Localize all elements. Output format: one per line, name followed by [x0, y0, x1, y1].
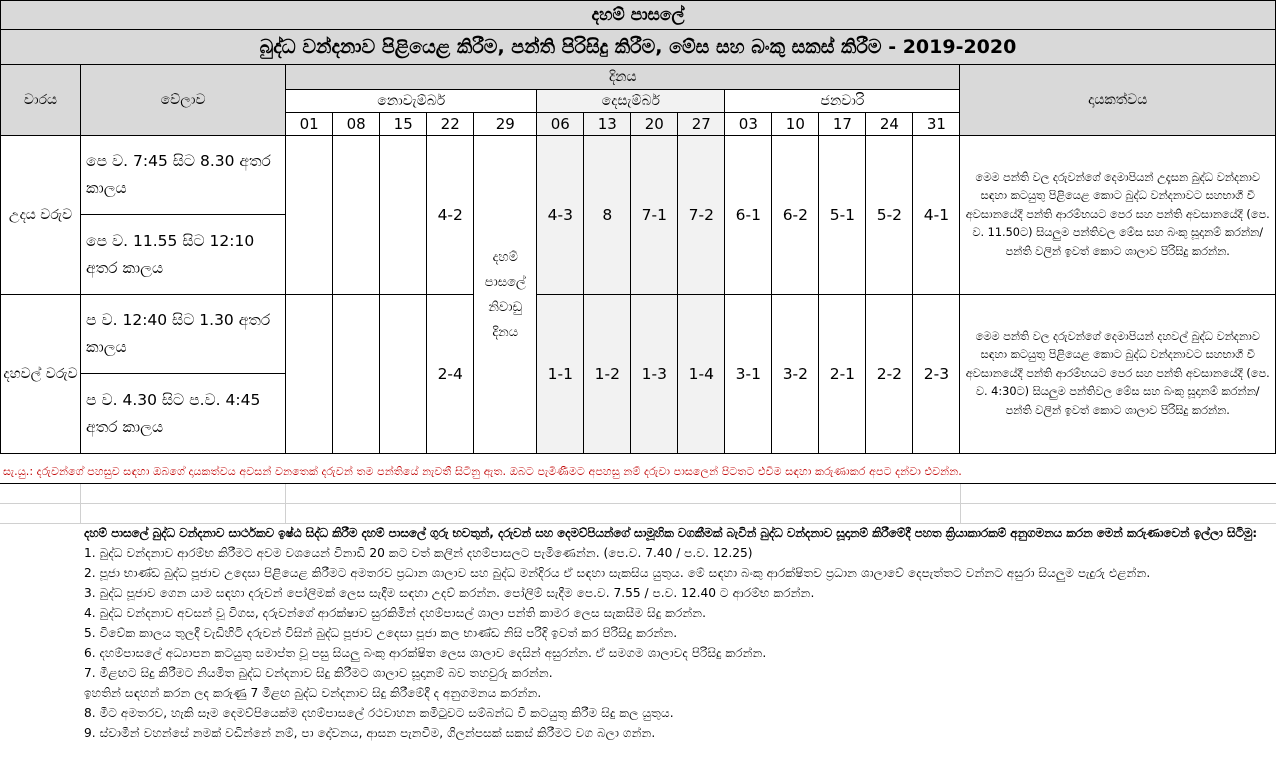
instruction-item: 7. මීළඟට සිදු කිරීමට නියමිත බුද්ධ වන්දනාව සිදු කිරීමට ශාලාව සූදානම් බව තහවුරු කරන්න. [84, 666, 553, 680]
instruction-item: 6. දහම්පාසලේ අධ්‍යාපන කටයුතු සමාප්ත වූ පසු සියලු බංකු ආරක්ෂිත ලෙස ශාලාව දෙසින් අසුරන්න. ඒ සමගම ශාලාවද පිරිසිදු කරන්න. [84, 646, 767, 660]
empty-cell [286, 295, 333, 454]
instruction-item: 9. ස්වාමීන් වහන්සේ නමක් වඩින්නේ නම්, පා දෝවනය, ආසන පැනවීම, ගිලන්පසක් සකස් කිරීමට වග බලා ගන්න. [84, 726, 656, 740]
class-code: 1-2 [584, 295, 631, 454]
class-code: 8 [584, 136, 631, 295]
day-cell: 20 [631, 113, 678, 136]
responsibility-header: දායකත්වය [960, 65, 1276, 136]
instruction-item: 2. පූජා භාණ්ඩ බුද්ධ පූජාව උදෙසා පිළියෙළ කිරීමට අමතරව ප්‍රධාන ශාලාව සහ බුද්ධ මන්දිරය ඒ සඳහා සැකසිය යුතුය. මේ සඳහා බංකු ආරක්ෂිතව ප්‍රධාන ශාලාවේ දෙපැත්තට වන්නට අසුරා සියලුම පැදුරු එළන්න. [84, 566, 1151, 580]
class-code: 2-4 [427, 295, 474, 454]
note-text: සැ.යු.: දරුවන්ගේ පහසුව සඳහා ඔබගේ දායකත්වය අවසන් වනතෙක් දරුවන් තම පන්තියේ නැවතී සිටිනු ඇත. ඔබට පැමිණීමට අපහසු නම් දරුවා පාසලෙන් පිටතට එවීම සඳහා කරුණාකර අපට දන්වා එවන්න. [0, 462, 1276, 484]
day-cell: 27 [678, 113, 725, 136]
grid-line [80, 484, 81, 524]
instruction-item: ඉහතින් සඳහන් කරන ලද කරුණු 7 මීළඟ බුද්ධ වන්දනාව සිදු කිරීමේදී ද අනුගමනය කරන්න. [84, 686, 542, 700]
day-cell: 17 [819, 113, 866, 136]
morning-time-1: පෙ ව. 7:45 සිට 8.30 අතර කාලය [81, 136, 286, 215]
grid-line [0, 503, 1276, 504]
page-subtitle: බුද්ධ වන්දනාව පිළියෙළ කිරීම, පන්ති පිරිසිදු කිරීම, මේස සහ බංකු සකස් කිරීම - 2019-2020 [1, 30, 1276, 65]
afternoon-responsibility: මෙම පන්ති වල දරුවන්ගේ දෙමාපියන් දහවල් බුද්ධ වන්දනාව සඳහා කටයුතු පිළියෙළ කොට බුද්ධ වන්දනාවට සහභාගී වී අවසානයේදී පන්ති ආරම්භයට පෙර සහ පන්ති අවසානයේදී (පෙ. ව. 4:30ට) සියලුම පන්තිවල මේස සහ බංකු සූදානම් කරන්න/පන්ති වලින් ඉවත් කොට ශාලාව පිරිසිදු කරන්න. [960, 295, 1276, 454]
class-code: 2-2 [866, 295, 913, 454]
holiday-cell: දහම් පාසලේ නිවාඩු දිනය [474, 136, 537, 454]
afternoon-time-1: ප ව. 12:40 සිට 1.30 අතර කාලය [81, 295, 286, 374]
class-code: 3-2 [772, 295, 819, 454]
day-cell: 24 [866, 113, 913, 136]
class-code: 5-2 [866, 136, 913, 295]
date-header: දිනය [286, 65, 960, 90]
class-code: 2-3 [913, 295, 960, 454]
month-january: ජනවාරි [725, 90, 960, 113]
grid-line [960, 484, 961, 524]
instruction-item: 8. මීට අමතරව, හැකි සෑම දෙමව්පියෙක්ම දහම්පාසලේ රථවාහන කමිටුවට සම්බන්ධ වී කටයුතු කිරීම සිදු කල යුතුය. [84, 706, 674, 720]
class-code: 1-3 [631, 295, 678, 454]
instruction-item: 4. බුද්ධ වන්දනාව අවසන් වූ විගස, දරුවන්ගේ ආරක්ෂාව සුරකිමින් දහම්පාසල් ශාලා පන්ති කාමර ලෙස සැකසීම සිදු කරන්න. [84, 606, 707, 620]
day-cell: 01 [286, 113, 333, 136]
afternoon-shift-label: දහවල් වරුව [1, 295, 81, 454]
page-title: දහම් පාසලේ [1, 1, 1276, 30]
class-code: 7-2 [678, 136, 725, 295]
instructions-intro: දහම් පාසලේ බුද්ධ වන්දනාව සාර්ථකව ඉෂ්ඨ සිද්ධ කිරීම දහම් පාසලේ ගුරු භවතුන්, දරුවන් සහ දෙමව්පියන්ගේ සාමූහික වගකීමක් බැවින් බුද්ධ වන්දනාව සූදානම් කිරීමේදී පහත ක්‍රියාකාරකම් අනුගමනය කරන මෙන් කරුණාවෙන් ඉල්ලා සිටිමු: [84, 526, 1258, 540]
class-code: 6-2 [772, 136, 819, 295]
class-code: 6-1 [725, 136, 772, 295]
shift-header: වාරය [1, 65, 81, 136]
class-code: 4-1 [913, 136, 960, 295]
class-code: 5-1 [819, 136, 866, 295]
class-code: 4-2 [427, 136, 474, 295]
morning-shift-label: උදය වරුව [1, 136, 81, 295]
day-cell: 15 [380, 113, 427, 136]
instructions [84, 524, 1276, 743]
empty-cell [380, 295, 427, 454]
class-code: 1-1 [537, 295, 584, 454]
day-cell: 06 [537, 113, 584, 136]
morning-time-2: පෙ ව. 11.55 සිට 12:10 අතර කාලය [81, 215, 286, 295]
empty-cell [333, 136, 380, 295]
day-cell: 10 [772, 113, 819, 136]
day-cell: 22 [427, 113, 474, 136]
class-code: 3-1 [725, 295, 772, 454]
instruction-item: 3. බුද්ධ පූජාව ගෙන යාම සඳහා දරුවන් පෝලිමක් ලෙස සැදීම සඳහා උදව් කරන්න. පෝලිම් සැදීම පෙ.ව. 7.55 / ප.ව. 12.40 ට ආරම්භ කරන්න. [84, 586, 815, 600]
day-cell: 31 [913, 113, 960, 136]
day-cell: 29 [474, 113, 537, 136]
morning-responsibility: මෙම පන්ති වල දරුවන්ගේ දෙමාපියන් උදෑසන බුද්ධ වන්දනාව සඳහා කටයුතු පිළියෙළ කොට බුද්ධ වන්දනාවට සහභාගී වී අවසානයේදී පන්ති ආරම්භයට පෙර සහ පන්ති අවසානයේදී (පෙ. ව. 11.50ට) සියලුම පන්තිවල මේස සහ බංකු සූදානම් කරන්න/පන්ති වලින් ඉවත් කොට ශාලාව පිරිසිදු කරන්න. [960, 136, 1276, 295]
empty-cell [333, 295, 380, 454]
month-december: දෙසැම්බර් [537, 90, 725, 113]
instruction-item: 5. විවේක කාලය තුලදී වැඩිහිටි දරුවන් විසින් බුද්ධ පූජාව උදෙසා පූජා කල භාණ්ඩ නිසි පරිදි ඉවත් කර පිරිසිදු කරන්න. [84, 626, 678, 640]
empty-cell [286, 136, 333, 295]
empty-cell [380, 136, 427, 295]
day-cell: 13 [584, 113, 631, 136]
month-november: නොවැම්බර් [286, 90, 537, 113]
day-cell: 03 [725, 113, 772, 136]
afternoon-time-2: ප ව. 4.30 සිට ප.ව. 4:45 අතර කාලය [81, 374, 286, 454]
class-code: 1-4 [678, 295, 725, 454]
grid-line [285, 484, 286, 524]
time-header: වේලාව [81, 65, 286, 136]
class-code: 2-1 [819, 295, 866, 454]
day-cell: 08 [333, 113, 380, 136]
class-code: 7-1 [631, 136, 678, 295]
instruction-item: 1. බුද්ධ වන්දනාව ආරම්භ කිරීමට අවම වශයෙන් විනාඩි 20 කට වත් කලින් දහම්පාසලට පැමිණෙන්න. (පෙ.ව. 7.40 / ප.ව. 12.25) [84, 546, 753, 560]
class-code: 4-3 [537, 136, 584, 295]
